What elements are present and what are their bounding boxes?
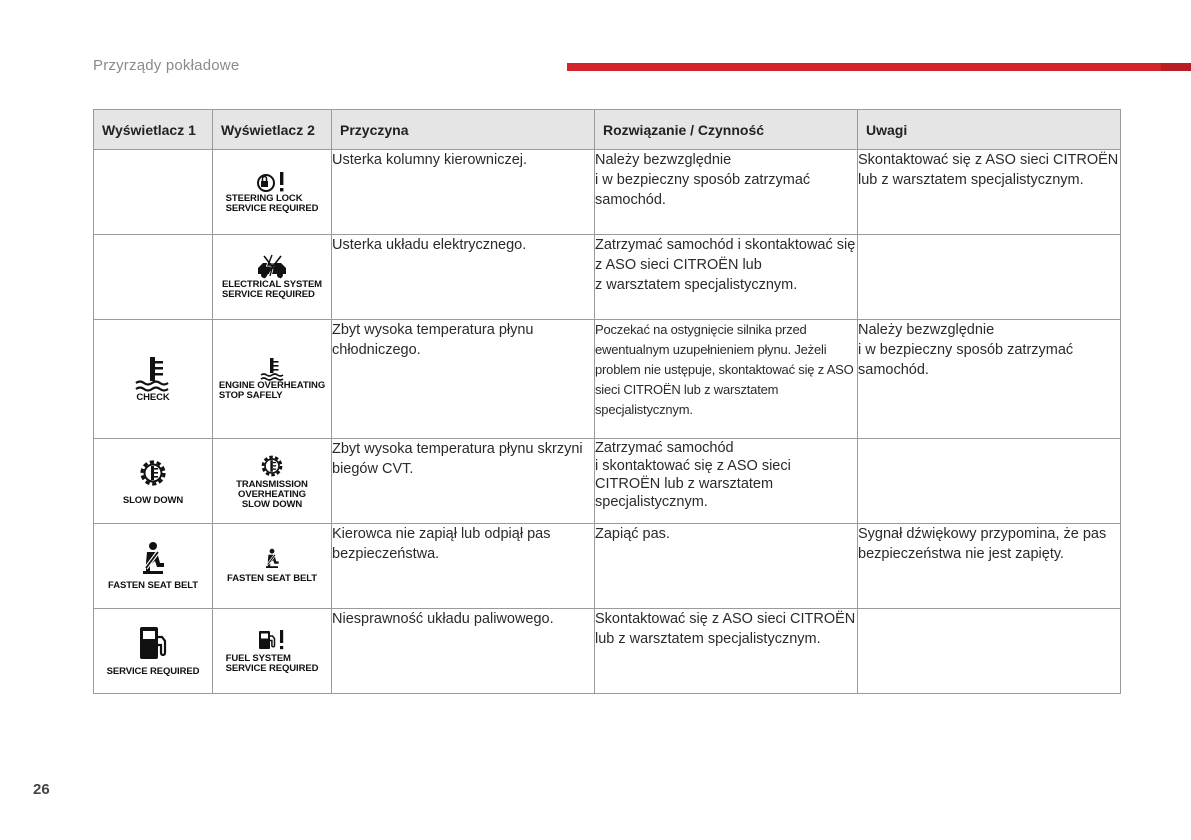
solution-cell: Należy bezwzględnie i w bezpieczny sposób zatrzymać samochód.	[595, 150, 858, 235]
solution-cell: Zatrzymać samochód i skontaktować się z ASO sieci CITROËN lub z warsztatem specjalistycznym.	[595, 235, 858, 320]
table-row	[94, 320, 1121, 439]
table-header-row	[94, 110, 1121, 150]
display2-cell	[213, 320, 332, 439]
coolant-temperature-icon	[259, 357, 285, 381]
fuel-pump-icon	[137, 625, 169, 661]
cause-cell: Niesprawność układu paliwowego.	[332, 609, 595, 694]
solution-cell: Zapiąć pas.	[595, 524, 858, 609]
table-row	[94, 150, 1121, 235]
seat-belt-icon	[263, 548, 281, 570]
transmission-temperature-icon	[136, 456, 170, 490]
display2-caption: TRANSMISSION OVERHEATING SLOW DOWN	[236, 479, 308, 510]
cause-cell: Kierowca nie zapiął lub odpiął pas bezpieczeństwa.	[332, 524, 595, 609]
column-header: Rozwiązanie / Czynność	[595, 110, 858, 150]
column-header: Wyświetlacz 2	[213, 110, 332, 150]
cause-cell: Usterka układu elektrycznego.	[332, 235, 595, 320]
display2-caption: ELECTRICAL SYSTEM SERVICE REQUIRED	[222, 279, 322, 300]
display1-cell	[94, 439, 213, 524]
display1-cell	[94, 524, 213, 609]
notes-cell: Należy bezwzględnie i w bezpieczny sposób zatrzymać samochód.	[858, 320, 1121, 439]
display2-cell	[213, 439, 332, 524]
section-accent-bar	[567, 63, 1191, 71]
notes-cell	[858, 235, 1121, 320]
display1-caption: SLOW DOWN	[122, 495, 184, 506]
display2-caption: STEERING LOCK SERVICE REQUIRED	[225, 193, 319, 214]
table-row	[94, 609, 1121, 694]
table-row	[94, 439, 1121, 524]
solution-cell: Zatrzymać samochód i skontaktować się z ASO sieci CITROËN lub z warsztatem specjalistycznym.	[595, 439, 858, 524]
display1-cell	[94, 609, 213, 694]
seat-belt-icon	[138, 541, 168, 577]
page-number: 26	[33, 781, 50, 798]
column-header: Uwagi	[858, 110, 1121, 150]
electrical-system-warning-icon	[255, 254, 289, 280]
display1-caption: CHECK	[136, 392, 170, 403]
notes-cell	[858, 439, 1121, 524]
warning-lights-table	[93, 109, 1121, 694]
table-row	[94, 235, 1121, 320]
display2-caption: FUEL SYSTEM SERVICE REQUIRED	[225, 652, 319, 674]
display2-caption: ENGINE OVERHEATING STOP SAFELY	[218, 380, 326, 401]
display2-caption: FASTEN SEAT BELT	[227, 573, 317, 584]
notes-cell: Skontaktować się z ASO sieci CITROËN lub z warsztatem specjalistycznym.	[858, 150, 1121, 235]
display1-cell	[94, 320, 213, 439]
transmission-temperature-icon	[258, 452, 286, 480]
display2-cell	[213, 235, 332, 320]
coolant-temperature-icon	[133, 355, 173, 393]
display1-cell	[94, 235, 213, 320]
solution-cell: Skontaktować się z ASO sieci CITROËN lub z warsztatem specjalistycznym.	[595, 609, 858, 694]
display2-cell	[213, 609, 332, 694]
steering-lock-warning-icon	[255, 170, 289, 194]
cause-cell: Zbyt wysoka temperatura płynu skrzyni biegów CVT.	[332, 439, 595, 524]
column-header: Przyczyna	[332, 110, 595, 150]
solution-cell: Poczekać na ostygnięcie silnika przed ewentualnym uzupełnieniem płynu. Jeżeli problem nie ustępuje, skontaktować się z ASO sieci CITROËN lub z warsztatem specjalistycznym.	[595, 320, 858, 439]
notes-cell	[858, 609, 1121, 694]
table-row	[94, 524, 1121, 609]
display2-cell	[213, 524, 332, 609]
display1-caption: SERVICE REQUIRED	[106, 666, 200, 677]
display1-caption: FASTEN SEAT BELT	[108, 580, 198, 591]
column-header: Wyświetlacz 1	[94, 110, 213, 150]
cause-cell: Usterka kolumny kierowniczej.	[332, 150, 595, 235]
fuel-pump-warning-icon	[257, 629, 287, 651]
cause-cell: Zbyt wysoka temperatura płynu chłodniczego.	[332, 320, 595, 439]
section-title: Przyrządy pokładowe	[93, 57, 240, 74]
notes-cell: Sygnał dźwiękowy przypomina, że pas bezpieczeństwa nie jest zapięty.	[858, 524, 1121, 609]
display1-cell	[94, 150, 213, 235]
display2-cell	[213, 150, 332, 235]
